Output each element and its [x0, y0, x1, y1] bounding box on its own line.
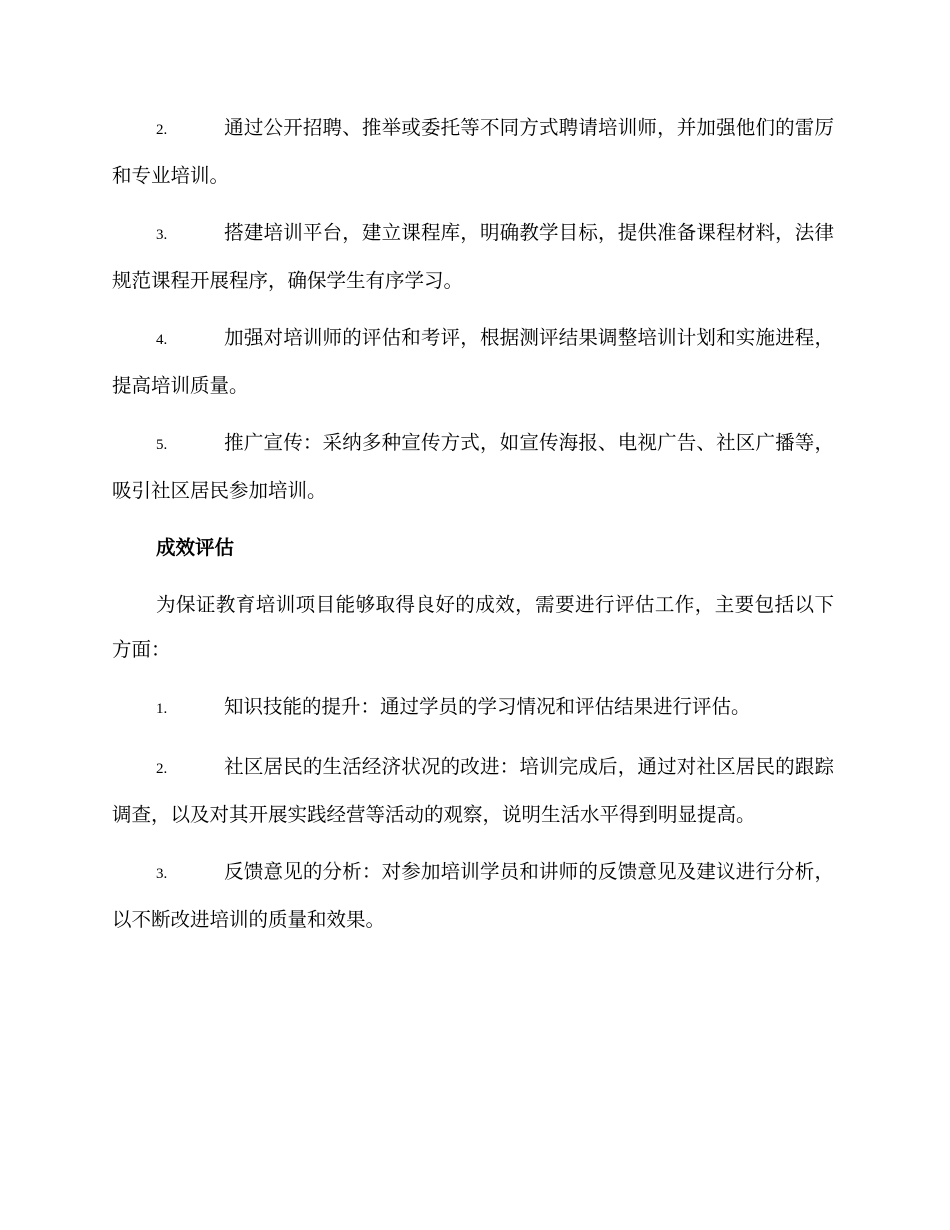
list-item [112, 210, 834, 303]
list-number: 3. [156, 866, 168, 882]
list-item [112, 315, 834, 408]
list-text: 搭建培训平台，建立课程库，明确教学目标，提供准备课程材料，法律规范课程开展程序，确保学生有序学习。 [112, 221, 834, 292]
list-number: 2. [156, 761, 168, 777]
list-text: 通过公开招聘、推举或委托等不同方式聘请培训师，并加强他们的雷厉和专业培训。 [112, 116, 834, 187]
list-text: 反馈意见的分析：对参加培训学员和讲师的反馈意见及建议进行分析，以不断改进培训的质量和效果。 [112, 860, 834, 931]
list-item [112, 744, 834, 837]
list-text: 社区居民的生活经济状况的改进：培训完成后，通过对社区居民的跟踪调查，以及对其开展实践经营等活动的观察，说明生活水平得到明显提高。 [112, 755, 834, 826]
list-number: 5. [156, 437, 168, 453]
list-number: 2. [156, 122, 168, 138]
section-heading: 成效评估 [156, 536, 235, 559]
list-item [112, 105, 834, 198]
section-intro: 为保证教育培训项目能够取得良好的成效，需要进行评估工作，主要包括以下方面： [112, 593, 834, 661]
list-item [112, 684, 834, 732]
document-body [112, 105, 834, 954]
list-item [112, 420, 834, 513]
list-text: 知识技能的提升：通过学员的学习情况和评估结果进行评估。 [224, 695, 751, 718]
list-number: 1. [156, 701, 168, 717]
list-item [112, 849, 834, 942]
list-text: 加强对培训师的评估和考评，根据测评结果调整培训计划和实施进程，提高培训质量。 [112, 326, 834, 397]
list-text: 推广宣传：采纳多种宣传方式，如宣传海报、电视广告、社区广播等，吸引社区居民参加培训。 [112, 431, 834, 502]
list-number: 4. [156, 332, 168, 348]
list-number: 3. [156, 227, 168, 243]
